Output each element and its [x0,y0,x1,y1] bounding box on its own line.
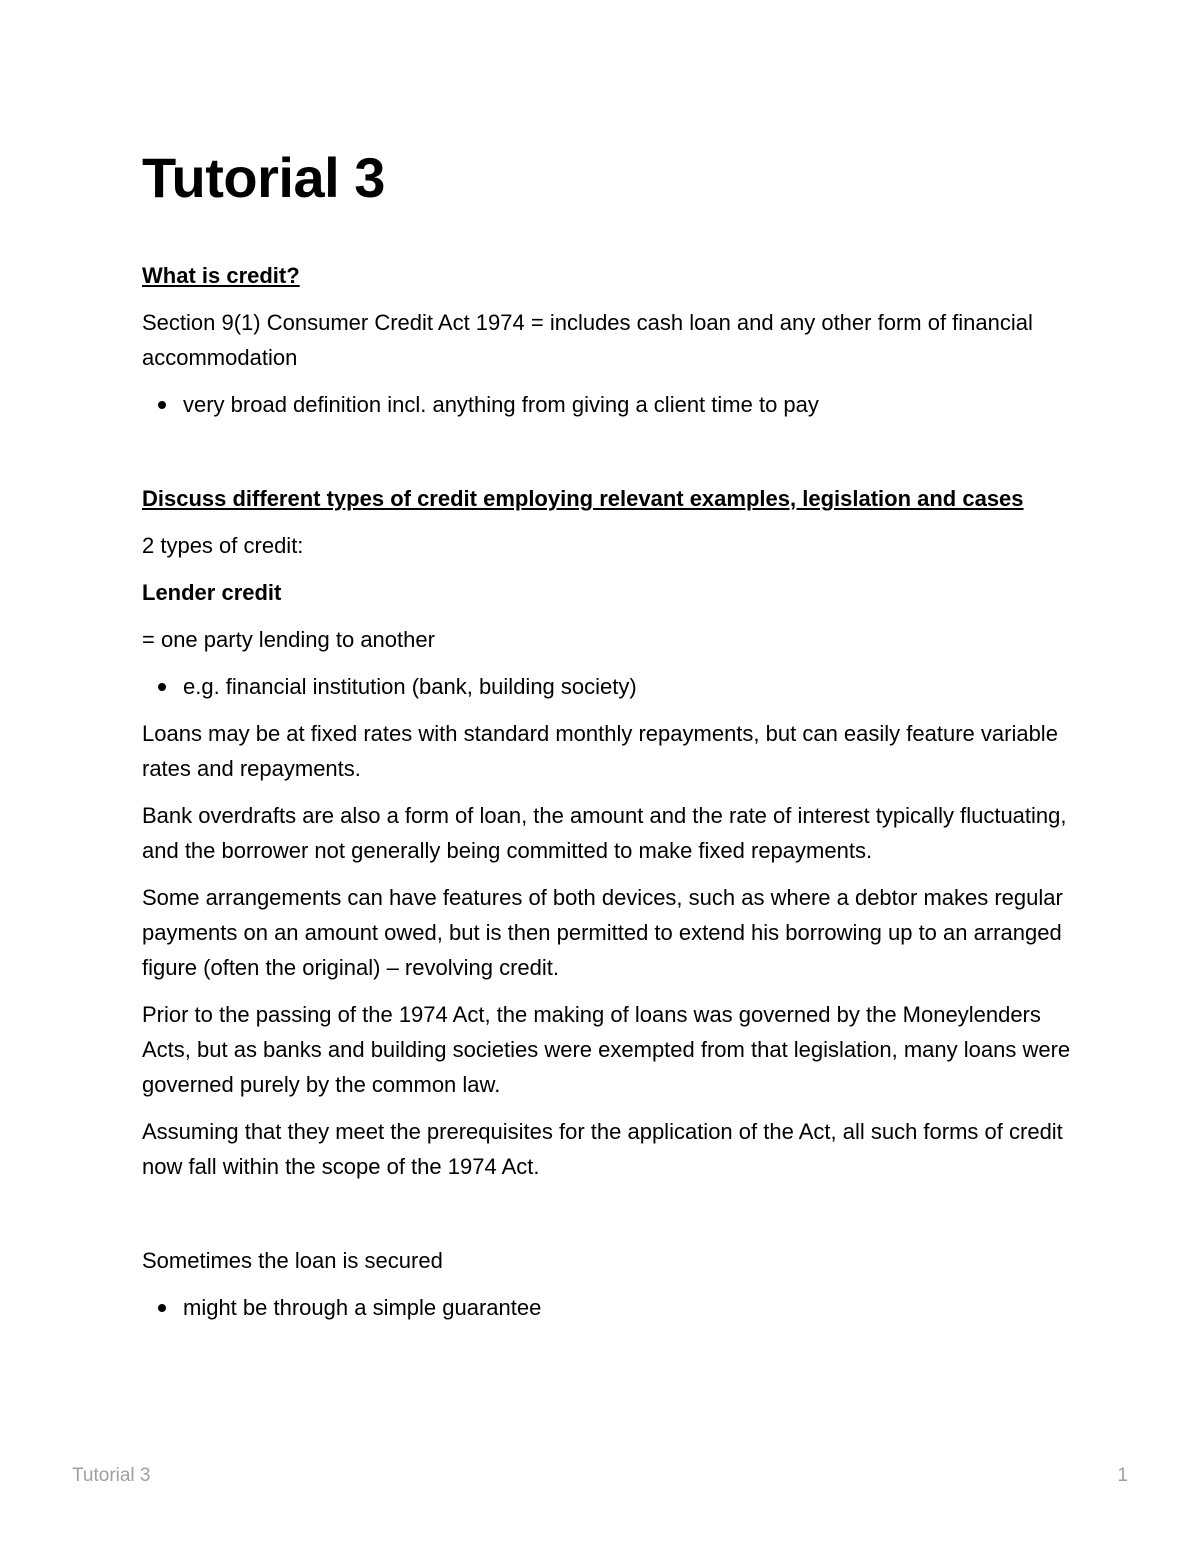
section-heading-what-is-credit: What is credit? [142,263,300,288]
bullet-list [142,387,1072,422]
paragraph-revolving-credit: Some arrangements can have features of both devices, such as where a debtor makes regular payments on an amount owed, but is then permitted to extend his borrowing up to an arranged figure (often the original) – revolving credit. [142,885,1063,980]
paragraph-secured-loan: Sometimes the loan is secured [142,1248,443,1273]
footer-page-number: 1 [1117,1465,1128,1486]
list-item-text: might be through a simple guarantee [183,1295,542,1320]
list-item-text: very broad definition incl. anything from giving a client time to pay [183,392,819,417]
bullet-icon [158,683,166,691]
list-item [142,1290,1072,1325]
list-item [142,669,1072,704]
paragraph-loans: Loans may be at fixed rates with standard monthly repayments, but can easily feature variable rates and repayments. [142,721,1058,781]
section-heading-types-of-credit: Discuss different types of credit employing relevant examples, legislation and cases [142,486,1024,511]
bullet-icon [158,401,166,409]
paragraph-section-9-definition: Section 9(1) Consumer Credit Act 1974 = includes cash loan and any other form of financial accommodation [142,310,1033,370]
paragraph-lender-definition: = one party lending to another [142,627,435,652]
footer-title: Tutorial 3 [72,1465,151,1486]
paragraph-two-types: 2 types of credit: [142,533,304,558]
subheading-lender-credit: Lender credit [142,580,282,605]
paragraph-scope-of-act: Assuming that they meet the prerequisites for the application of the Act, all such forms of credit now fall within the scope of the 1974 Act. [142,1119,1063,1179]
list-item-text: e.g. financial institution (bank, building society) [183,674,637,699]
bullet-icon [158,1304,166,1312]
paragraph-overdrafts: Bank overdrafts are also a form of loan, the amount and the rate of interest typically fluctuating, and the borrower not generally being committed to make fixed repayments. [142,803,1067,863]
spacer [142,1196,1072,1243]
bullet-list [142,1290,1072,1325]
spacer [142,434,1072,481]
bullet-list [142,669,1072,704]
page-content [142,140,1072,1337]
list-item [142,387,1072,422]
paragraph-moneylenders-acts: Prior to the passing of the 1974 Act, the making of loans was governed by the Moneylenders Acts, but as banks and building societies were exempted from that legislation, many loans were governed purely by the common law. [142,1002,1071,1097]
page-title: Tutorial 3 [142,146,385,209]
